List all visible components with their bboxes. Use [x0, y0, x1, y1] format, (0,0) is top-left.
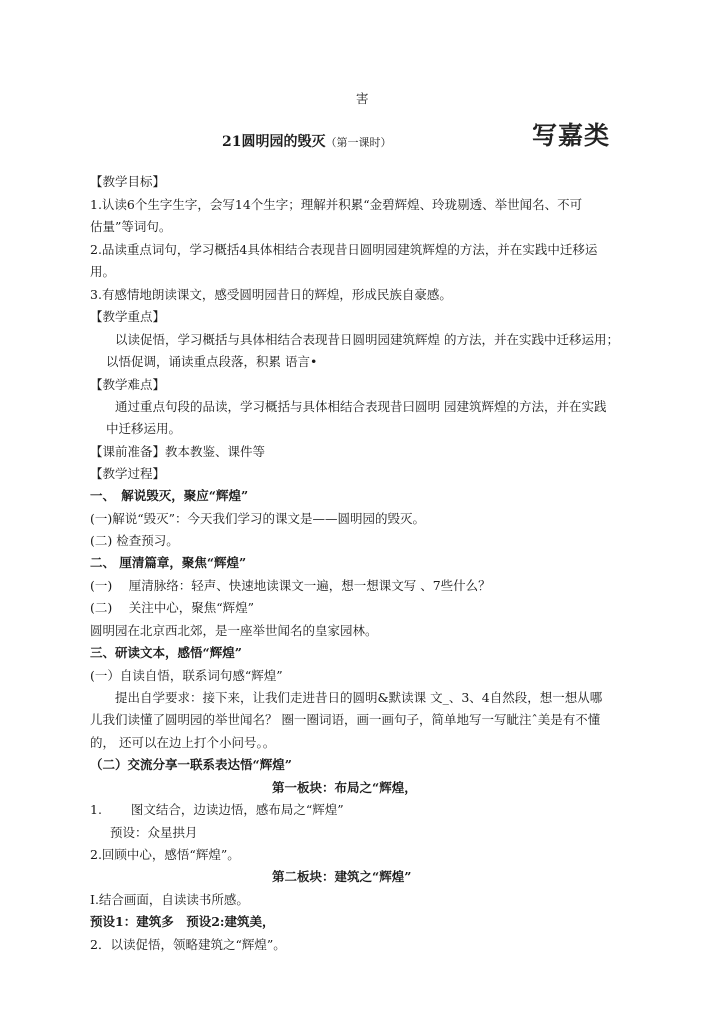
section-heading-process: 【教学过程】 [90, 466, 166, 481]
section-heading-focus: 【教学重点】 [90, 309, 166, 324]
step-2-heading: 二、 厘清篇章，聚焦“辉煌” [90, 555, 247, 570]
section-heading-difficulty: 【教学难点】 [90, 377, 166, 392]
block-1-preset: 预设：众星拱月 [110, 825, 198, 840]
preparation-line: 【课前准备】教本教鉴、课件等 [90, 444, 266, 459]
title-sub: （第一课时） [325, 136, 392, 149]
step-3-item-1: (一）自读自悟，联系词句感“辉煌” [90, 668, 283, 683]
self-study-line-3: 的， 还可以在边上打个小问号。。 [90, 735, 276, 750]
step-2-item-2: (二) 关注中心，聚焦“辉煌” [90, 600, 255, 615]
section-heading-goals: 【教学目标】 [90, 174, 166, 189]
difficulty-line-1: 通过重点句段的品读，学习概括与具体相结合表现昔曰圆明 园建筑辉煌的方法，并在实践 [115, 399, 607, 414]
goal-line-2-cont: 用。 [90, 264, 116, 279]
step-2-item-1: (一) 厘清脉络：轻声、快速地读课文一遍，想一想课文写 、7些什么？ [90, 578, 491, 593]
page-title [222, 133, 391, 152]
step-1-item-2: (二) 检查预习。 [90, 533, 179, 548]
step-3-item-2: （二）交流分享一联系表达悟“辉煌” [90, 757, 292, 772]
goal-line-3: 3.有感情地朗读课文，感受圆明园昔日的辉煌，形成民族自豪感。 [90, 287, 452, 302]
header-mark: 害 [356, 91, 369, 106]
block-2-presets: 预设1：建筑多 预设2:建筑美， [90, 914, 275, 929]
block-1-item-1: 1. 图文结合，边读边悟，感布局之“辉煌” [90, 802, 344, 817]
block-2-item-2: 2．以读促悟，领略建筑之“辉煌”。 [90, 937, 286, 952]
goal-line-2: 2.品读重点词句，学习概括4具体相结合表现昔日圆明园建筑辉煌的方法，并在实践中迁移运 [90, 242, 598, 257]
block-2-item-1: I.结合画面，自读读书所感。 [90, 892, 249, 907]
self-study-line-1: 提出自学要求：接下来，让我们走进昔日的圆明&默读课 文_、3、4自然段，想一想从哪 [115, 690, 603, 705]
difficulty-line-2: 中迁移运用。 [106, 421, 182, 436]
step-1-heading: 一、 解说毁灭，聚应“辉煌” [90, 488, 249, 503]
self-study-line-2: 儿我们读懂了圆明园的举世闻名？ 圈一圈词语，画一画句子，简单地写一写眦注ˆ美是有不懂 [90, 712, 601, 727]
goal-line-1: 1.认读6个生字生字，会写14个生字；理解并积累“金碧辉煌、玲珑剔透、举世闻名、不可 [90, 197, 583, 212]
goal-line-1-cont: 估量”等词句。 [90, 219, 172, 234]
focus-line-1: 以读促悟，学习概括与具体相结合表现昔日圆明园建筑辉煌 的方法，并在实践中迁移运用； [115, 332, 619, 347]
block-1-heading: 第一板块：布局之“辉煌， [272, 780, 417, 795]
focus-line-2: 以悟促调，诵读重点段落，积累 语言• [106, 354, 318, 369]
step-2-note: 圆明园在北京西北郊，是一座举世闻名的皇家园林。 [90, 623, 378, 638]
title-main: 21圆明园的毁灭 [222, 134, 326, 150]
block-1-item-2: 2.回顾中心，感悟“辉煌”。 [90, 847, 240, 862]
stamp-mark: 写嘉类 [532, 121, 611, 150]
step-1-item-1: (一)解说“毁灭”：今天我们学习的课文是——圆明园的毁灭。 [90, 511, 426, 526]
block-2-heading: 第二板块：建筑之“辉煌” [272, 869, 412, 884]
step-3-heading: 三、研读文本，感悟“辉煌” [90, 645, 242, 660]
